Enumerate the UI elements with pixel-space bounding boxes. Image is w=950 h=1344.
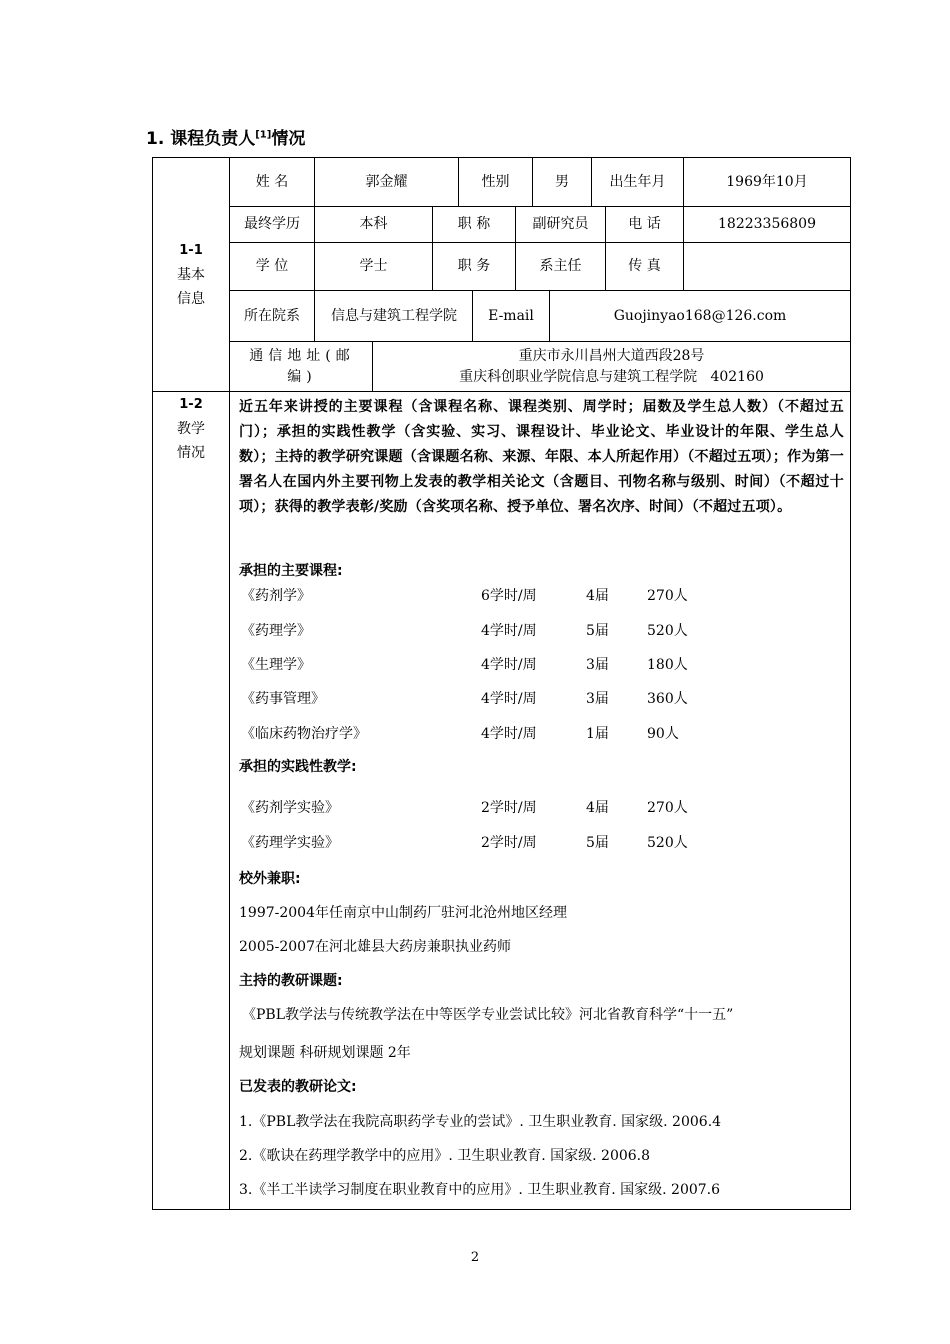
teaching-instructions: 近五年来讲授的主要课程（含课程名称、课程类别、周学时；届数及学生总人数）（不超过五门）；承担的实践性教学（含实验、实习、课程设计、毕业论文、毕业设计的年限、学生总人数）；主持的教学研究课题（含课题名称、来源、年限、本人所起作用）（不超过五项）；作为第一署名人在国内外主要刊物上发表的教学相关论文（含题目、刊物名称与级别、时间）（不超过十项）；获得的教学表彰/奖励（含奖项名称、授予单位、署名次序、时间）（不超过五项）。: [239, 399, 844, 515]
heading-footnote: [1]: [255, 129, 272, 141]
birth-value: 1969年10月: [726, 173, 808, 190]
course-hours: 4学时/周: [481, 691, 537, 707]
external-item: 1997-2004年任南京中山制药厂驻河北沧州地区经理: [239, 905, 567, 921]
gender-label: 性别: [481, 173, 510, 190]
name-value: 郭金耀: [365, 173, 408, 190]
paper-item: 3.《半工半读学习制度在职业教育中的应用》. 卫生职业教育. 国家级. 2007.6: [239, 1182, 721, 1198]
course-hours: 4学时/周: [481, 726, 537, 742]
phone-value: 18223356809: [718, 216, 816, 232]
phone-label: 电 话: [628, 216, 661, 232]
course-name: 《临床药物治疗学》: [241, 726, 367, 742]
course-students: 180人: [647, 657, 688, 673]
section-number: 1-2: [179, 397, 203, 412]
department-value: 信息与建筑工程学院: [331, 307, 457, 324]
course-sessions: 5届: [586, 835, 609, 851]
page-number: 2: [470, 1250, 480, 1265]
section-heading: [146, 124, 305, 149]
course-name: 《药理学》: [241, 623, 311, 639]
course-students: 360人: [647, 691, 688, 707]
course-students: 270人: [647, 588, 688, 604]
education-label: 最终学历: [244, 216, 300, 232]
section-label-line: 信息: [177, 291, 205, 307]
post-value: 系主任: [539, 258, 582, 274]
course-sessions: 4届: [586, 588, 609, 604]
course-students: 520人: [647, 623, 688, 639]
education-value: 本科: [359, 216, 388, 232]
practice-heading: 承担的实践性教学:: [239, 759, 357, 775]
course-hours: 6学时/周: [481, 588, 537, 604]
department-label: 所在院系: [244, 307, 300, 324]
course-name: 《药剂学》: [241, 588, 311, 604]
course-students: 520人: [647, 835, 688, 851]
course-name: 《生理学》: [241, 657, 311, 673]
section-divider: [152, 391, 851, 392]
course-students: 270人: [647, 800, 688, 816]
course-sessions: 3届: [586, 691, 609, 707]
paper-item: 1.《PBL教学法在我院高职药学专业的尝试》. 卫生职业教育. 国家级. 2006.4: [239, 1114, 722, 1130]
project-item: 《PBL教学法与传统教学法在中等医学专业尝试比较》河北省教育科学“十一五”: [242, 1007, 734, 1023]
section-number: 1-1: [179, 243, 203, 258]
degree-label: 学 位: [255, 258, 289, 274]
heading-number: 1.: [146, 129, 165, 149]
address-label: 通信地址(邮编): [249, 347, 355, 385]
course-name: 《药理学实验》: [241, 835, 339, 851]
course-hours: 4学时/周: [481, 657, 537, 673]
birth-label: 出生年月: [609, 173, 666, 190]
project-item-continued: 规划课题 科研规划课题 2年: [239, 1045, 411, 1061]
fax-value: [684, 243, 850, 290]
heading-suffix: 情况: [271, 129, 306, 149]
course-hours: 4学时/周: [481, 623, 537, 639]
paper-item: 2.《歌诀在药理学教学中的应用》. 卫生职业教育. 国家级. 2006.8: [239, 1148, 651, 1164]
section-label-teaching: [153, 393, 229, 465]
course-sessions: 4届: [586, 800, 609, 816]
courses-heading: 承担的主要课程:: [239, 563, 343, 579]
address-line: 重庆市永川昌州大道西段28号: [518, 347, 705, 364]
post-label: 职 务: [457, 258, 491, 274]
degree-value: 学士: [359, 258, 388, 274]
course-hours: 2学时/周: [481, 800, 537, 816]
projects-heading: 主持的教研课题:: [239, 973, 343, 989]
column-divider: [314, 290, 315, 341]
course-name: 《药剂学实验》: [241, 800, 339, 816]
section-label-line: 基本: [177, 267, 205, 283]
heading-title: 课程负责人: [170, 129, 256, 149]
papers-heading: 已发表的教研论文:: [239, 1079, 357, 1095]
external-item: 2005-2007在河北雄县大药房兼职执业药师: [239, 939, 511, 955]
name-label: 姓 名: [255, 173, 289, 190]
title-value: 副研究员: [532, 216, 589, 232]
address-value: [373, 342, 850, 391]
section-label-line: 教学: [177, 421, 205, 437]
section-label-basic: [153, 239, 229, 311]
course-students: 90人: [647, 726, 679, 742]
email-value: Guojinyao168@126.com: [613, 307, 787, 324]
course-hours: 2学时/周: [481, 835, 537, 851]
course-sessions: 1届: [586, 726, 609, 742]
course-sessions: 3届: [586, 657, 609, 673]
course-sessions: 5届: [586, 623, 609, 639]
gender-value: 男: [555, 173, 569, 190]
title-label: 职 称: [457, 216, 491, 232]
fax-label: 传 真: [628, 258, 661, 274]
section-label-line: 情况: [177, 445, 205, 461]
email-label: E-mail: [488, 307, 534, 324]
external-heading: 校外兼职:: [239, 871, 301, 887]
course-name: 《药事管理》: [241, 691, 325, 707]
address-line: 重庆科创职业学院信息与建筑工程学院 402160: [459, 368, 764, 385]
